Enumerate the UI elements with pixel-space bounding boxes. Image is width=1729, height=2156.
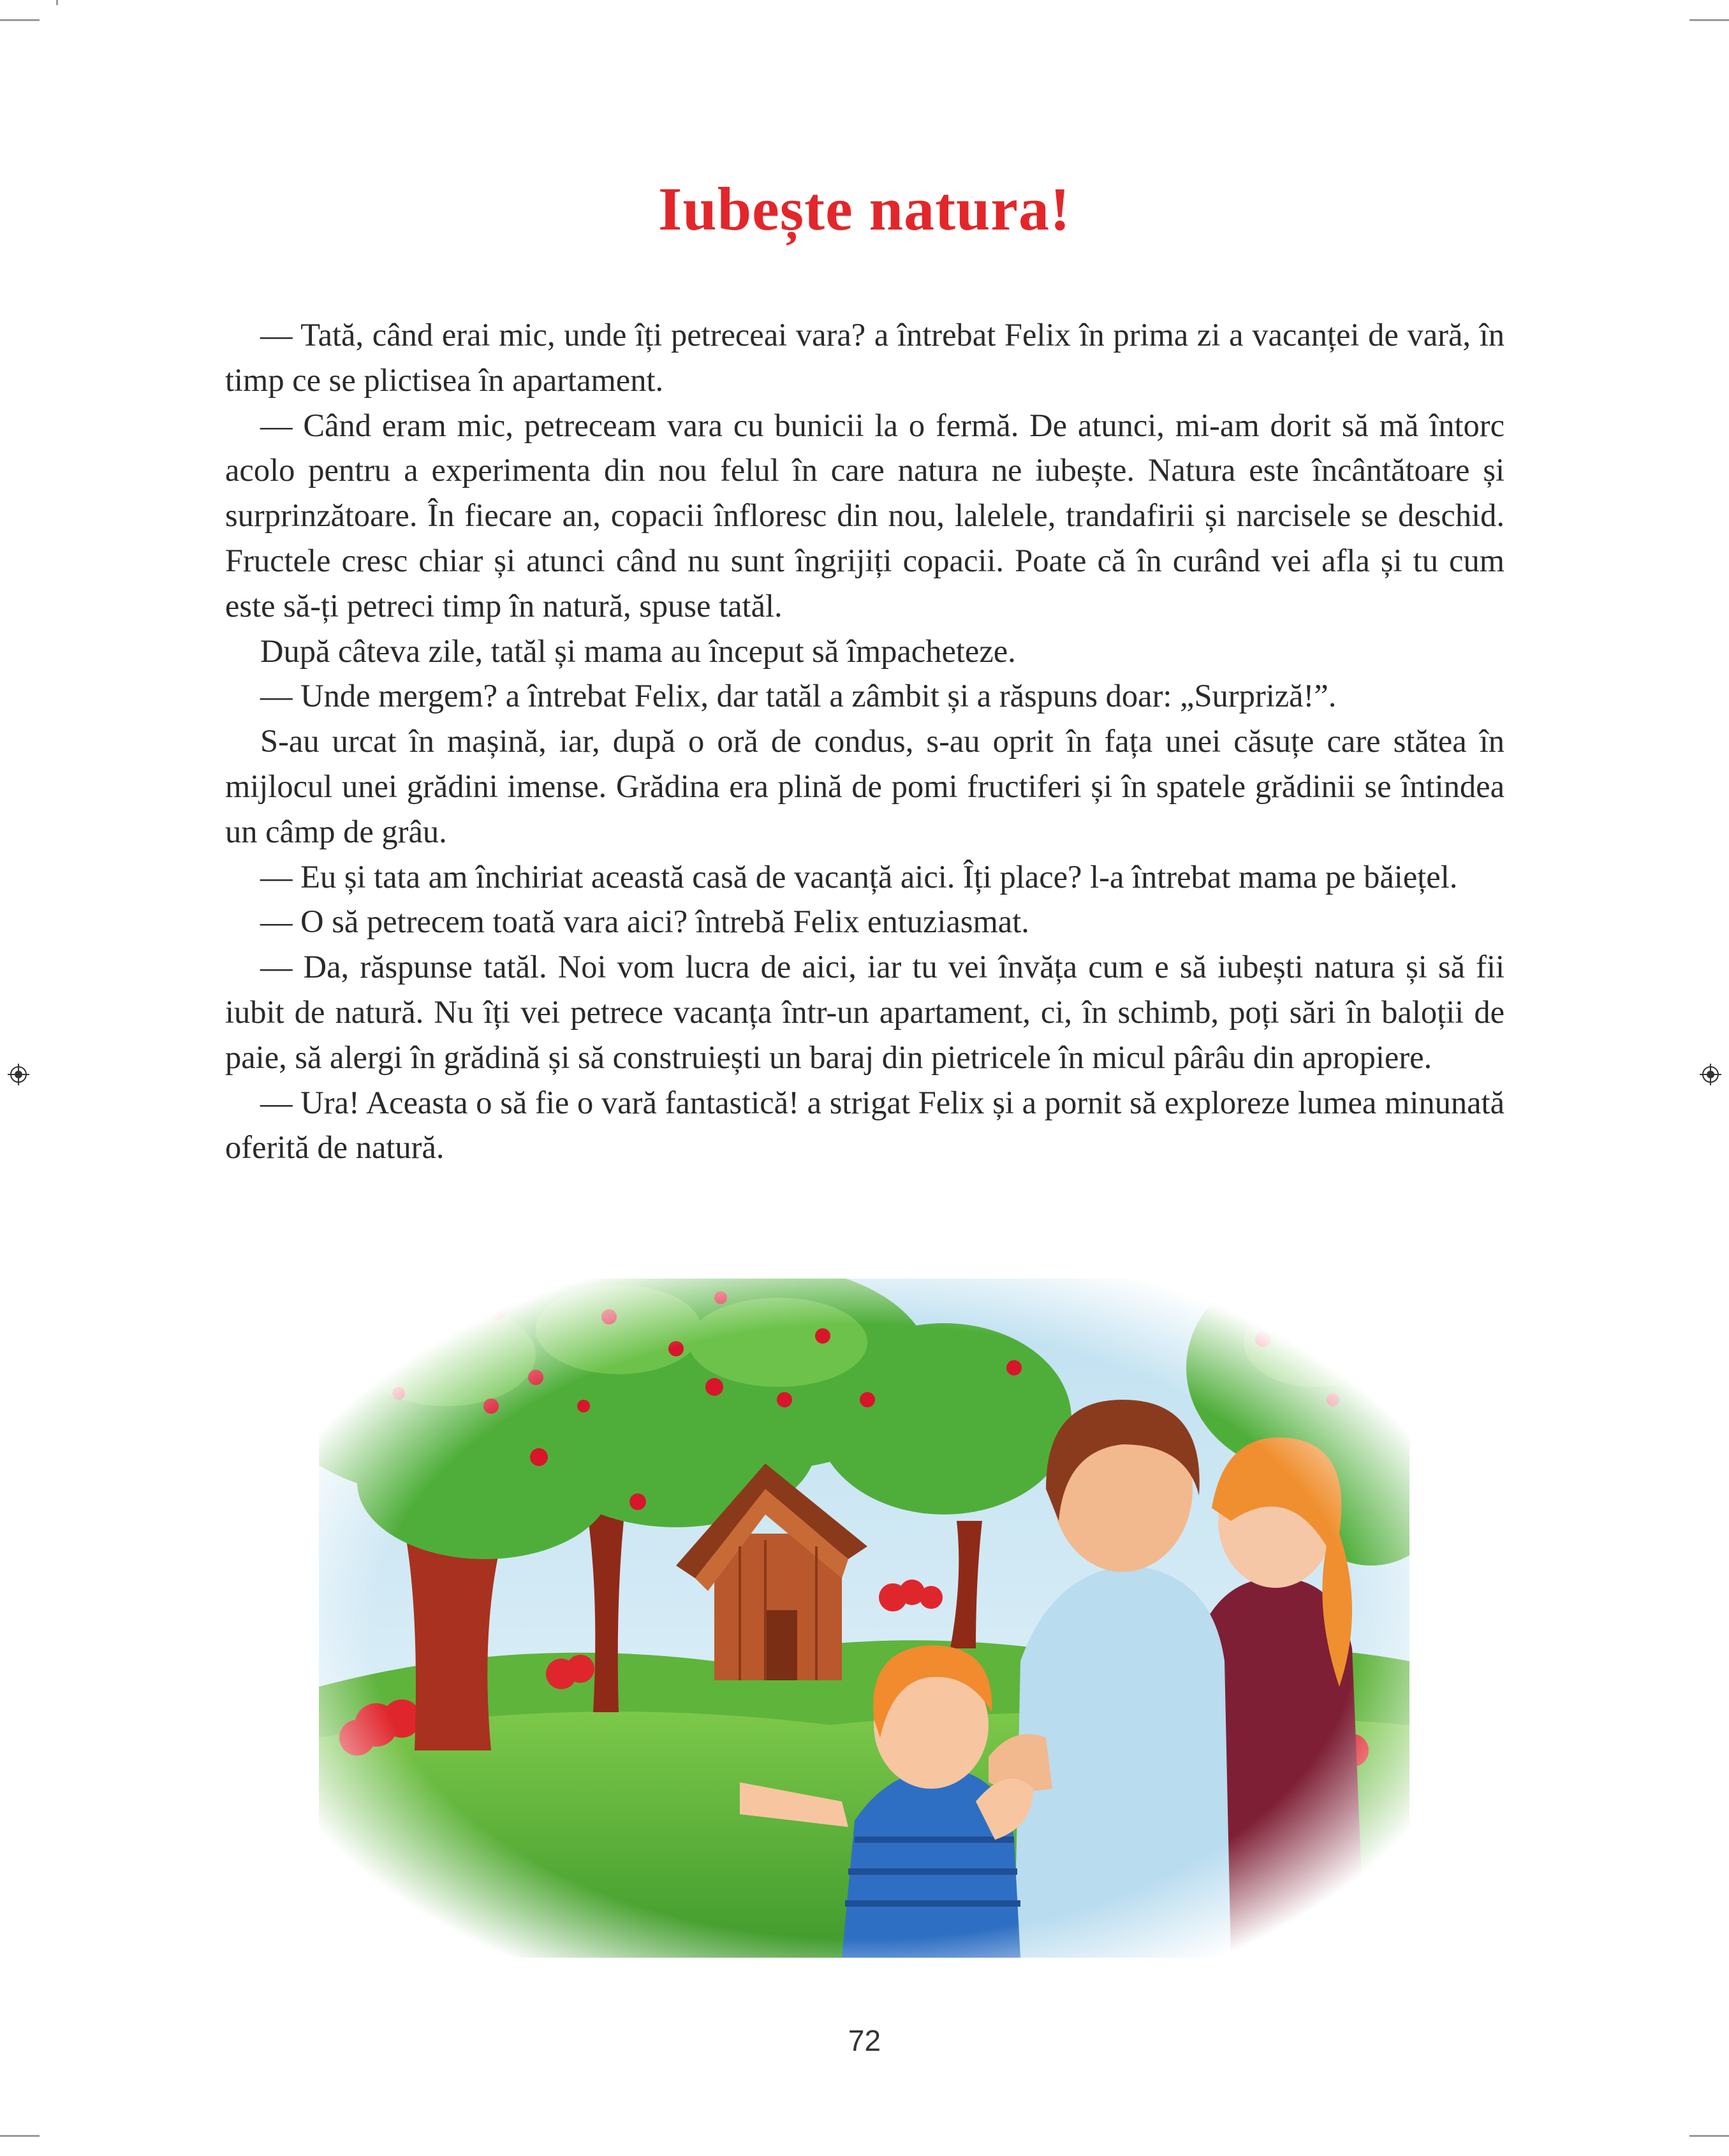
paragraph: — Unde mergem? a întrebat Felix, dar tatăl a zâmbit și a răspuns doar: „Surpriză!”.: [260, 678, 1337, 714]
crop-mark-top-right-h: [1689, 19, 1729, 21]
crop-mark-top-left-h: [0, 19, 40, 21]
page-title: Iubește natura!: [658, 175, 1071, 243]
paragraph: — Când eram mic, petreceam vara cu bunicii la o fermă. De atunci, mi-am dorit să mă întorc acolo pentru a experimenta din nou felul în care natura ne iubește. Natura este încântătoare și surprinzătoare. În fiecare an, copacii înfloresc din nou, lalelele, trandafirii și narcisele se deschid. Fructele cresc chiar și atunci când nu sunt îngrijiți copacii. Poate că în curând vei afla și tu cum este să-ți petreci timp în natură, spuse tatăl.: [225, 407, 1505, 624]
paragraph: — O să petrecem toată vara aici? întrebă Felix entuziasmat.: [260, 904, 1029, 940]
paragraph: — Da, răspunse tatăl. Noi vom lucra de aici, iar tu vei învăța cum e să iubești natura și să fii iubit de natură. Nu îți vei petrece vacanța într-un apartament, ci, în schimb, poți sări în baloții de paie, să alergi în grădină și să construiești un baraj din pietricele în micul pârâu din apropiere.: [225, 949, 1505, 1075]
crop-mark-bottom-right-h: [1689, 2135, 1729, 2137]
registration-mark-icon: [1700, 1064, 1721, 1085]
page-number: 72: [848, 2024, 881, 2057]
registration-mark-icon: [8, 1064, 29, 1085]
paragraph: — Ura! Aceasta o să fie o vară fantastică! a strigat Felix și a pornit să exploreze lumea minunată oferită de natură.: [225, 1084, 1505, 1166]
crop-mark-top-left-v: [56, 0, 58, 5]
crop-mark-bottom-left-h: [0, 2135, 40, 2137]
paragraph: — Tată, când erai mic, unde îți petreceai vara? a întrebat Felix în prima zi a vacanței de vară, în timp ce se plictisea în apartament.: [225, 317, 1505, 398]
paragraph: — Eu și tata am închiriat această casă de vacanță aici. Îți place? l-a întrebat mama pe băiețel.: [260, 858, 1458, 895]
story-text: [225, 312, 1505, 1170]
paragraph: S-au urcat în mașină, iar, după o oră de condus, s-au oprit în fața unei căsuțe care stătea în mijlocul unei grădini imense. Grădina era plină de pomi fructiferi și în spatele grădinii se întindea un câmp de grâu.: [225, 723, 1505, 849]
orchard-illustration: [319, 1279, 1409, 1958]
paragraph: După câteva zile, tatăl și mama au început să împacheteze.: [260, 633, 1016, 669]
